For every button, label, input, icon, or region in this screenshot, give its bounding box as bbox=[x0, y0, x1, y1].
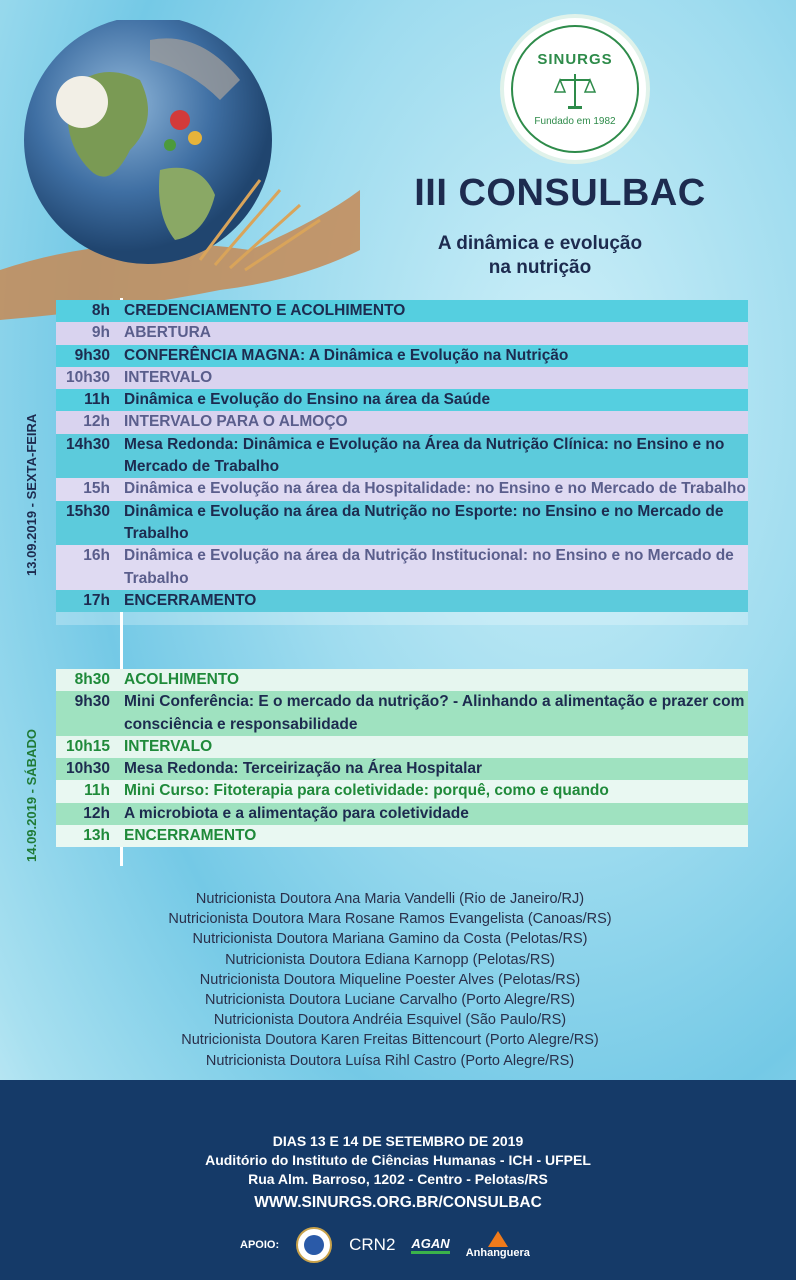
row-time: 17h bbox=[83, 591, 110, 609]
row-time: 12h bbox=[83, 804, 110, 822]
support-label: APOIO: bbox=[240, 1239, 280, 1251]
schedule-row bbox=[56, 545, 748, 590]
schedule-row bbox=[56, 669, 748, 691]
speaker-item: Nutricionista Doutora Luciane Carvalho (Porto Alegre/RS) bbox=[205, 992, 575, 1009]
row-text: Mesa Redonda: Dinâmica e Evolução na Área da Nutrição Clínica: no Ensino e no Mercado de Trabalho bbox=[124, 435, 725, 476]
row-time: 8h bbox=[91, 302, 110, 319]
schedule-row bbox=[56, 758, 748, 780]
row-text: Mini Curso: Fitoterapia para coletividade: porquê, como e quando bbox=[124, 782, 609, 800]
schedule-row bbox=[56, 501, 748, 546]
row-text: A microbiota e a alimentação para coletividade bbox=[124, 804, 469, 822]
row-time: 10h15 bbox=[66, 737, 110, 755]
row-time: 9h bbox=[91, 324, 110, 342]
speaker-item: Nutricionista Doutora Mariana Gamino da Costa (Pelotas/RS) bbox=[192, 931, 588, 948]
schedule-row bbox=[56, 803, 748, 825]
crn2-logo bbox=[349, 1235, 395, 1255]
row-text: INTERVALO bbox=[124, 737, 213, 755]
row-time: 13h bbox=[83, 827, 110, 845]
schedule-row bbox=[56, 736, 748, 758]
event-info bbox=[0, 1132, 796, 1212]
schedule-row bbox=[56, 345, 748, 367]
day2-label: 14.09.2019 - SÁBADO bbox=[24, 729, 39, 862]
event-dates: DIAS 13 E 14 DE SETEMBRO DE 2019 bbox=[272, 1133, 524, 1149]
footer bbox=[0, 1080, 796, 1280]
anhanguera-logo bbox=[466, 1231, 530, 1259]
logo-founded: Fundado em 1982 bbox=[534, 116, 616, 127]
subtitle-line-1: A dinâmica e evolução bbox=[437, 233, 643, 254]
crn2-text: CRN2 bbox=[349, 1235, 396, 1254]
row-text: Dinâmica e Evolução do Ensino na área da Saúde bbox=[124, 391, 491, 409]
event-subtitle bbox=[380, 232, 700, 280]
row-time: 8h30 bbox=[74, 671, 110, 688]
scales-of-justice-icon bbox=[552, 68, 598, 114]
row-time: 11h bbox=[84, 391, 110, 409]
schedule-row bbox=[56, 434, 748, 479]
row-time: 16h bbox=[83, 547, 110, 565]
day2-schedule bbox=[56, 669, 748, 847]
row-text: CREDENCIAMENTO E ACOLHIMENTO bbox=[124, 302, 406, 319]
schedule-row bbox=[56, 367, 748, 389]
logo-seal bbox=[511, 25, 639, 153]
schedule-row bbox=[56, 590, 748, 612]
subtitle-line-2: na nutrição bbox=[488, 257, 592, 278]
speaker-item: Nutricionista Doutora Mara Rosane Ramos Evangelista (Canoas/RS) bbox=[168, 911, 612, 928]
agan-text: AGAN bbox=[411, 1236, 449, 1254]
speaker-item: Nutricionista Doutora Ediana Karnopp (Pelotas/RS) bbox=[225, 951, 555, 968]
event-address: Rua Alm. Barroso, 1202 - Centro - Pelotas/RS bbox=[248, 1171, 548, 1187]
speaker-item: Nutricionista Doutora Miqueline Poester Alves (Pelotas/RS) bbox=[199, 971, 581, 988]
row-time: 11h bbox=[84, 782, 110, 800]
row-time: 15h bbox=[83, 480, 110, 498]
speaker-item: Nutricionista Doutora Ana Maria Vandelli (Rio de Janeiro/RJ) bbox=[195, 891, 585, 907]
row-text: INTERVALO bbox=[124, 368, 213, 386]
schedule-row bbox=[56, 411, 748, 433]
row-text: ENCERRAMENTO bbox=[124, 827, 257, 845]
row-text: CONFERÊNCIA MAGNA: A Dinâmica e Evolução na Nutrição bbox=[124, 346, 569, 364]
sinurgs-logo bbox=[500, 14, 650, 164]
schedule-row bbox=[56, 780, 748, 802]
schedule-row bbox=[56, 300, 748, 322]
schedule-row bbox=[56, 389, 748, 411]
row-text: ACOLHIMENTO bbox=[124, 671, 240, 688]
schedule-row bbox=[56, 691, 748, 736]
schedule-row bbox=[56, 478, 748, 500]
day1-label: 13.09.2019 - SEXTA-FEIRA bbox=[24, 413, 39, 576]
row-text: Dinâmica e Evolução na área da Nutrição Institucional: no Ensino e no Mercado de Trabalho bbox=[124, 547, 734, 587]
event-url[interactable]: WWW.SINURGS.ORG.BR/CONSULBAC bbox=[254, 1194, 542, 1211]
event-venue: Auditório do Instituto de Ciências Humanas - ICH - UFPEL bbox=[205, 1152, 591, 1168]
speakers-list bbox=[100, 889, 680, 1071]
row-time: 10h30 bbox=[66, 760, 110, 778]
row-time: 9h30 bbox=[74, 346, 110, 364]
logo-name: SINURGS bbox=[537, 51, 613, 68]
speaker-item: Nutricionista Doutora Karen Freitas Bittencourt (Porto Alegre/RS) bbox=[181, 1032, 599, 1049]
globe-illustration bbox=[0, 20, 360, 320]
schedule-gap bbox=[56, 612, 748, 625]
row-text: ABERTURA bbox=[124, 324, 211, 342]
row-text: ENCERRAMENTO bbox=[124, 591, 257, 609]
schedule-row bbox=[56, 322, 748, 344]
row-text: INTERVALO PARA O ALMOÇO bbox=[124, 413, 348, 431]
row-time: 15h30 bbox=[66, 502, 110, 520]
seal-logo bbox=[295, 1226, 333, 1264]
row-text: Dinâmica e Evolução na área da Nutrição no Esporte: no Ensino e no Mercado de Trabalho bbox=[124, 502, 724, 542]
row-time: 12h bbox=[83, 413, 110, 431]
row-text: Mesa Redonda: Terceirização na Área Hospitalar bbox=[124, 760, 483, 778]
row-text: Dinâmica e Evolução na área da Hospitalidade: no Ensino e no Mercado de Trabalho bbox=[124, 480, 746, 498]
speaker-item: Nutricionista Doutora Andréia Esquivel (São Paulo/RS) bbox=[213, 1012, 567, 1029]
row-time: 10h30 bbox=[66, 368, 110, 386]
triangle-icon bbox=[488, 1231, 508, 1247]
anhanguera-text: Anhanguera bbox=[465, 1247, 530, 1259]
row-text: Mini Conferência: E o mercado da nutrição? - Alinhando a alimentação e prazer com consciência e responsabilidade bbox=[124, 693, 745, 733]
event-title: III CONSULBAC bbox=[414, 172, 706, 214]
row-time: 9h30 bbox=[74, 693, 110, 711]
agan-logo bbox=[411, 1236, 449, 1254]
day1-schedule bbox=[56, 300, 748, 625]
speaker-item: Nutricionista Doutora Luísa Rihl Castro (Porto Alegre/RS) bbox=[205, 1052, 575, 1069]
schedule-row bbox=[56, 825, 748, 847]
row-time: 14h30 bbox=[66, 435, 110, 453]
support-row bbox=[240, 1226, 530, 1264]
